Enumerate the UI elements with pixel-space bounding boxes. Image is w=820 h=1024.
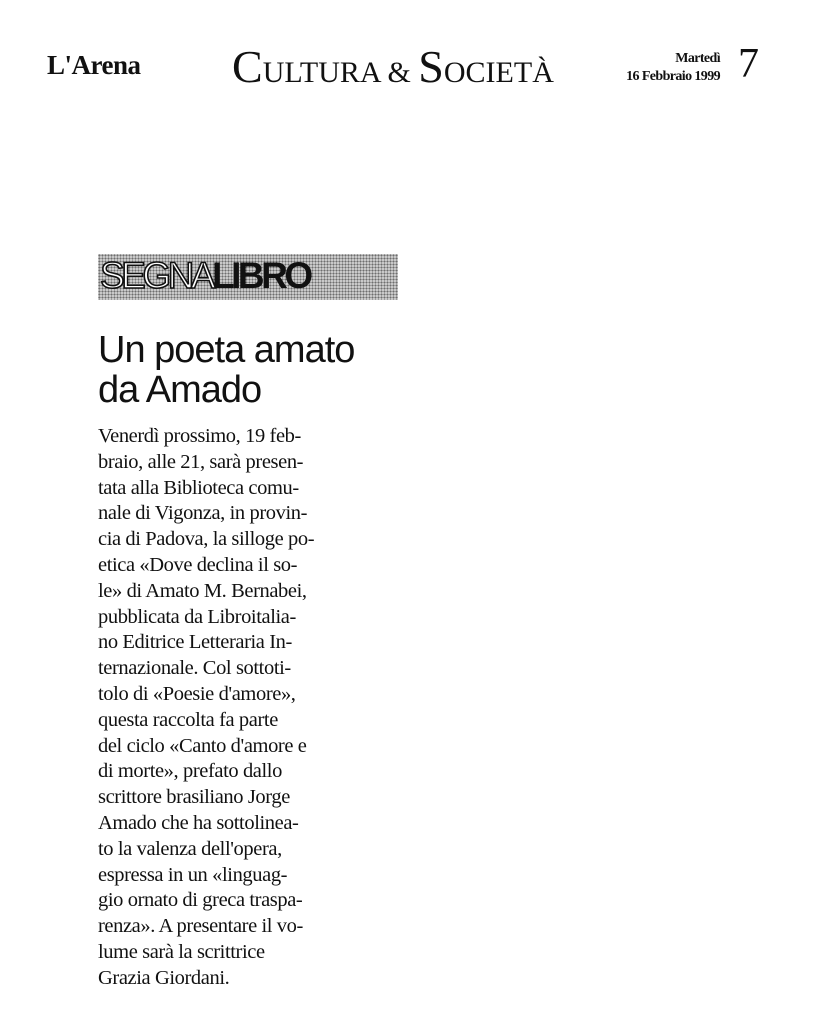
issue-weekday: Martedì (675, 51, 720, 66)
section-title-ampersand: & (379, 56, 419, 89)
body-line: tolo di «Poesie d'amore», (98, 682, 296, 705)
kicker-bold-part: LIBRO (212, 255, 310, 296)
body-line: gio ornato di greca traspa- (98, 889, 303, 912)
newspaper-name: L'Arena (47, 50, 141, 80)
body-line: lume sarà la scrittrice (98, 940, 265, 963)
issue-date: 16 Febbraio 1999 (626, 69, 720, 84)
body-line: renza». A presentare il vo- (98, 915, 303, 938)
section-title (232, 40, 554, 93)
body-line: to la valenza dell'opera, (98, 837, 282, 860)
section-title-initial-2: S (418, 41, 444, 92)
body-line: Grazia Giordani. (98, 966, 230, 989)
body-line: cia di Padova, la silloge po- (98, 528, 315, 551)
headline-line: Un poeta amato (98, 329, 355, 371)
page-number: 7 (738, 41, 759, 87)
body-line: Venerdì prossimo, 19 feb- (98, 425, 301, 447)
body-line: questa raccolta fa parte (98, 708, 278, 731)
section-title-rest-2: OCIETÀ (443, 56, 554, 89)
article-headline (98, 330, 418, 410)
body-line: le» di Amato M. Bernabei, (98, 579, 307, 602)
body-line: Amado che ha sottolinea- (98, 811, 299, 834)
headline-line: da Amado (98, 369, 262, 411)
issue-date-block (608, 50, 720, 86)
body-line: nale di Vigonza, in provin- (98, 502, 308, 525)
body-line: scrittore brasiliano Jorge (98, 786, 290, 809)
kicker-text (100, 255, 310, 297)
body-line: espressa in un «linguag- (98, 863, 288, 886)
body-line: braio, alle 21, sarà presen- (98, 450, 304, 473)
body-line: del ciclo «Canto d'amore e (98, 734, 307, 757)
body-line: di morte», prefato dallo (98, 760, 282, 783)
body-line: tata alla Biblioteca comu- (98, 476, 299, 499)
article-body (98, 424, 418, 992)
kicker-light-part: SEGNA (100, 255, 213, 296)
body-line: no Editrice Letteraria In- (98, 631, 292, 654)
body-line: etica «Dove declina il so- (98, 553, 298, 576)
column-kicker (98, 254, 398, 300)
section-title-rest-1: ULTURA (262, 56, 380, 89)
section-title-initial-1: C (232, 41, 263, 92)
body-line: ternazionale. Col sottoti- (98, 657, 291, 680)
body-line: pubblicata da Libroitalia- (98, 605, 296, 628)
